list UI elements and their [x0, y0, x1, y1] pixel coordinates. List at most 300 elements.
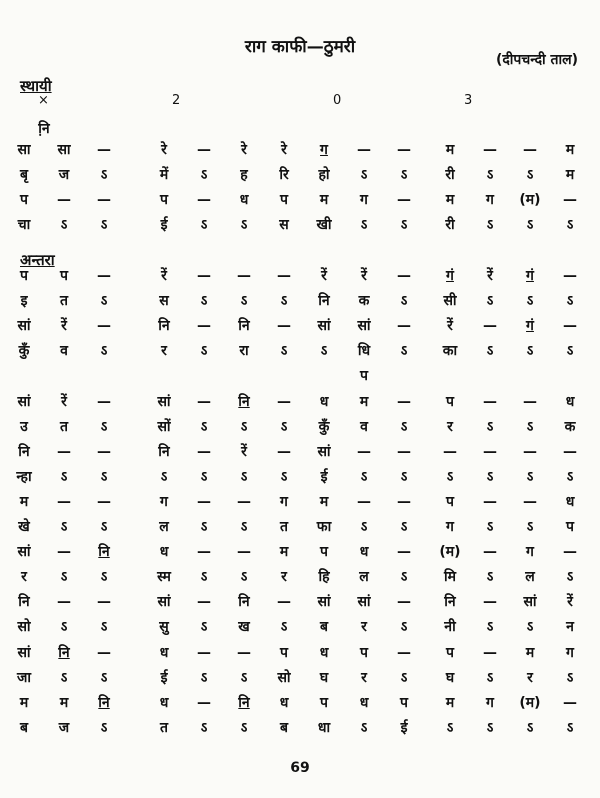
note-cell: नि: [98, 694, 110, 711]
tala-marker-sam: ×: [38, 93, 49, 108]
note-cell: प: [566, 519, 574, 535]
note-cell: ऽ: [360, 719, 368, 736]
note-cell: रि: [279, 167, 289, 183]
note-cell: ऽ: [360, 519, 368, 535]
antara-row: [0, 339, 600, 363]
note-cell: —: [197, 644, 211, 661]
note-cell: रें: [241, 443, 247, 460]
antara-row: [0, 390, 600, 414]
note-cell: ध: [239, 192, 249, 208]
note-cell: —: [197, 142, 211, 158]
note-cell: रें: [567, 594, 573, 611]
sthayi-row: [0, 138, 600, 162]
note-cell: —: [197, 443, 211, 460]
note-cell: ध: [159, 694, 169, 711]
note-cell: प: [280, 644, 288, 661]
note-cell: ध: [565, 393, 575, 410]
antara-row: [0, 264, 600, 288]
antara-row: [0, 565, 600, 589]
note-cell: नि: [444, 594, 456, 611]
note-cell: ई: [400, 719, 408, 736]
note-cell: र: [527, 669, 533, 686]
note-cell: ऽ: [280, 293, 288, 310]
note-cell: प: [320, 694, 328, 711]
note-cell: ऽ: [200, 669, 208, 686]
note-cell: नि: [158, 318, 170, 335]
note-cell: —: [197, 393, 211, 410]
note-cell: ऽ: [400, 468, 408, 485]
note-cell: ऽ: [200, 719, 208, 736]
note-cell: घ: [445, 669, 455, 686]
note-cell: ऽ: [200, 468, 208, 485]
note-cell: न: [566, 619, 574, 636]
note-cell: ऽ: [200, 343, 208, 360]
antara-row: [0, 289, 600, 313]
note-cell: सां: [357, 318, 371, 335]
note-cell: —: [57, 443, 71, 460]
note-cell: ऽ: [400, 519, 408, 535]
note-cell: ऽ: [280, 418, 288, 435]
note-cell: —: [357, 142, 371, 158]
note-cell: —: [563, 268, 577, 284]
note-cell: —: [277, 393, 291, 410]
note-cell: ऽ: [100, 519, 108, 535]
note-cell: ऽ: [400, 569, 408, 586]
note-cell: ऽ: [526, 719, 534, 736]
antara-row: [0, 490, 600, 514]
note-cell: प: [446, 644, 454, 661]
note-cell: —: [277, 594, 291, 611]
note-cell: ऽ: [400, 293, 408, 310]
note-cell: ई: [160, 669, 168, 686]
note-cell: व: [360, 418, 368, 435]
note-cell: ग: [566, 644, 574, 661]
note-cell: ऽ: [240, 669, 248, 686]
note-cell: ऽ: [400, 217, 408, 233]
antara-row: [0, 364, 600, 388]
note-cell: ऽ: [280, 343, 288, 360]
note-cell: कुँ: [18, 343, 30, 360]
note-cell: प: [360, 368, 368, 385]
note-cell: इ: [20, 293, 28, 310]
note-cell: —: [97, 393, 111, 410]
note-cell: ऽ: [240, 418, 248, 435]
note-cell: सां: [317, 443, 331, 460]
tala-marker-2: 2: [172, 93, 181, 108]
note-cell: —: [197, 694, 211, 711]
note-cell: —: [397, 443, 411, 460]
note-cell: ऽ: [100, 418, 108, 435]
note-cell: —: [523, 142, 537, 158]
section-sthayi: स्थायी: [20, 77, 52, 95]
note-cell: रा: [239, 343, 249, 360]
note-cell: —: [563, 694, 577, 711]
note-cell: ऽ: [526, 418, 534, 435]
note-cell: —: [563, 544, 577, 561]
note-cell: ऽ: [446, 719, 454, 736]
note-cell: —: [97, 443, 111, 460]
note-cell: घ: [319, 669, 329, 686]
note-cell: ऽ: [280, 619, 288, 636]
note-cell: —: [397, 644, 411, 661]
note-cell: म: [525, 644, 535, 661]
note-cell: ऽ: [240, 468, 248, 485]
note-cell: —: [483, 443, 497, 460]
note-cell: —: [197, 493, 211, 510]
note-cell: ऽ: [100, 217, 108, 233]
note-cell: —: [57, 192, 71, 208]
note-cell: त: [60, 293, 68, 310]
note-cell: —: [397, 544, 411, 561]
note-cell: —: [57, 594, 71, 611]
note-cell: स: [159, 293, 169, 310]
note-cell: —: [97, 493, 111, 510]
note-cell: ऽ: [566, 719, 574, 736]
note-cell: —: [97, 192, 111, 208]
note-cell: —: [397, 594, 411, 611]
note-cell: ऽ: [60, 468, 68, 485]
note-cell: —: [97, 142, 111, 158]
note-cell: र: [161, 343, 167, 360]
note-cell: सां: [157, 393, 171, 410]
sthayi-row: [0, 213, 600, 237]
note-cell: —: [237, 268, 251, 284]
note-cell: र: [21, 569, 27, 586]
note-cell: त: [60, 418, 68, 435]
antara-row: [0, 314, 600, 338]
antara-row: [0, 465, 600, 489]
note-cell: फा: [316, 519, 332, 535]
note-cell: —: [563, 318, 577, 335]
note-cell: सो: [17, 619, 31, 636]
note-cell: ग: [280, 493, 288, 510]
note-cell: ऽ: [566, 343, 574, 360]
antara-row: [0, 615, 600, 639]
note-cell: —: [523, 493, 537, 510]
note-cell: गं: [446, 268, 454, 284]
note-cell: ऽ: [486, 217, 494, 233]
section-antara: अन्तरा: [20, 251, 55, 269]
note-cell: रें: [447, 318, 453, 335]
note-cell: ऽ: [566, 468, 574, 485]
antara-row: [0, 691, 600, 715]
note-cell: —: [357, 443, 371, 460]
note-cell: —: [397, 393, 411, 410]
note-cell: —: [483, 393, 497, 410]
note-cell: म: [565, 142, 575, 158]
note-cell: ऽ: [446, 468, 454, 485]
note-cell: नि: [238, 318, 250, 335]
note-cell: रें: [361, 268, 367, 284]
note-cell: ज: [58, 167, 70, 183]
note-cell: धा: [317, 719, 331, 736]
note-cell: ग: [160, 493, 168, 510]
note-cell: रें: [321, 268, 327, 284]
note-cell: री: [445, 167, 455, 183]
note-cell: प: [60, 268, 68, 284]
note-cell: ऽ: [60, 519, 68, 535]
note-cell: ध: [565, 493, 575, 510]
note-cell: —: [57, 544, 71, 561]
note-cell: ऽ: [240, 217, 248, 233]
note-cell: प: [360, 644, 368, 661]
note-cell: कुँ: [318, 418, 330, 435]
note-cell: ऽ: [486, 519, 494, 535]
note-cell: ऽ: [526, 468, 534, 485]
note-cell: धि: [357, 343, 371, 360]
note-cell: म: [445, 142, 455, 158]
note-cell: —: [97, 318, 111, 335]
note-cell: ऽ: [100, 719, 108, 736]
note-cell: नी: [444, 619, 456, 636]
note-cell: म: [279, 544, 289, 561]
note-cell: नि: [18, 443, 30, 460]
note-cell: (म): [519, 694, 541, 711]
note-cell: ऽ: [100, 619, 108, 636]
note-cell: (म): [439, 544, 461, 561]
note-cell: र: [361, 619, 367, 636]
note-cell: —: [57, 493, 71, 510]
note-cell: —: [197, 192, 211, 208]
note-cell: सों: [157, 418, 171, 435]
note-cell: नि: [238, 594, 250, 611]
page-title: राग काफी—ठुमरी: [244, 37, 356, 57]
antara-row: [0, 540, 600, 564]
note-cell: सां: [523, 594, 537, 611]
note-cell: प: [280, 192, 288, 208]
note-cell: ज: [58, 719, 70, 736]
intro-note: नि़: [38, 121, 50, 137]
note-cell: ध: [159, 544, 169, 561]
note-cell: ऽ: [526, 343, 534, 360]
note-cell: ऽ: [360, 217, 368, 233]
note-cell: ऽ: [240, 293, 248, 310]
note-cell: ध: [279, 694, 289, 711]
note-cell: नि: [58, 644, 70, 661]
note-cell: ऽ: [566, 293, 574, 310]
note-cell: सा: [17, 142, 31, 158]
note-cell: ऽ: [60, 217, 68, 233]
note-cell: —: [397, 142, 411, 158]
note-cell: —: [523, 393, 537, 410]
note-cell: नि: [18, 594, 30, 611]
note-cell: त: [160, 719, 168, 736]
note-cell: म: [319, 192, 329, 208]
note-cell: ऽ: [526, 293, 534, 310]
note-cell: ग: [320, 142, 328, 158]
note-cell: रें: [487, 268, 493, 284]
note-cell: ऽ: [100, 343, 108, 360]
note-cell: न्हा: [16, 468, 32, 485]
note-cell: प: [20, 268, 28, 284]
note-cell: —: [197, 594, 211, 611]
note-cell: ऽ: [566, 569, 574, 586]
note-cell: ऽ: [486, 343, 494, 360]
note-cell: —: [397, 318, 411, 335]
note-cell: सां: [157, 594, 171, 611]
note-cell: म: [59, 694, 69, 711]
note-cell: मि: [444, 569, 456, 586]
note-cell: ऽ: [100, 167, 108, 183]
sthayi-row: [0, 188, 600, 212]
note-cell: प: [400, 694, 408, 711]
note-cell: र: [447, 418, 453, 435]
note-cell: र: [361, 669, 367, 686]
note-cell: ऽ: [486, 619, 494, 636]
note-cell: ऽ: [200, 619, 208, 636]
note-cell: प: [20, 192, 28, 208]
note-cell: ऽ: [360, 468, 368, 485]
note-cell: ऽ: [60, 619, 68, 636]
note-cell: ऽ: [360, 167, 368, 183]
note-cell: खे: [18, 519, 30, 535]
note-cell: ऽ: [486, 669, 494, 686]
note-cell: ऽ: [60, 569, 68, 586]
note-cell: ग: [526, 544, 534, 561]
note-cell: प: [446, 393, 454, 410]
note-cell: रें: [161, 268, 167, 284]
note-cell: —: [197, 318, 211, 335]
note-cell: रे: [241, 142, 247, 158]
note-cell: जा: [16, 669, 31, 686]
note-cell: सां: [317, 594, 331, 611]
note-cell: नि: [238, 393, 250, 410]
antara-row: [0, 666, 600, 690]
note-cell: —: [97, 644, 111, 661]
note-cell: गं: [526, 318, 534, 335]
note-cell: —: [97, 268, 111, 284]
note-cell: उ: [20, 418, 28, 435]
note-cell: खी: [316, 217, 332, 233]
note-cell: बृ: [20, 167, 28, 183]
note-cell: ब: [320, 619, 328, 636]
note-cell: ध: [319, 644, 329, 661]
note-cell: —: [483, 544, 497, 561]
note-cell: ऽ: [320, 343, 328, 360]
note-cell: का: [442, 343, 458, 360]
note-cell: नि: [98, 544, 110, 561]
note-cell: सां: [17, 644, 31, 661]
note-cell: ऽ: [280, 468, 288, 485]
note-cell: ऽ: [400, 669, 408, 686]
page-number: 69: [290, 760, 310, 776]
antara-row: [0, 415, 600, 439]
note-cell: ऽ: [526, 167, 534, 183]
note-cell: —: [483, 644, 497, 661]
note-cell: व: [60, 343, 68, 360]
note-cell: ध: [319, 393, 329, 410]
note-cell: —: [197, 268, 211, 284]
note-cell: ऽ: [100, 468, 108, 485]
note-cell: —: [563, 443, 577, 460]
note-cell: सां: [357, 594, 371, 611]
note-cell: ऽ: [240, 569, 248, 586]
note-cell: रे: [281, 142, 287, 158]
note-cell: ग: [486, 192, 494, 208]
note-cell: —: [237, 644, 251, 661]
note-cell: री: [445, 217, 455, 233]
note-cell: त: [280, 519, 288, 535]
note-cell: ऽ: [200, 418, 208, 435]
note-cell: ध: [159, 644, 169, 661]
note-cell: —: [483, 594, 497, 611]
antara-row: [0, 641, 600, 665]
note-cell: ऽ: [200, 217, 208, 233]
note-cell: ऽ: [240, 719, 248, 736]
taal-label: (दीपचन्दी ताल): [495, 52, 578, 68]
note-cell: —: [277, 443, 291, 460]
note-cell: नि: [318, 293, 330, 310]
note-cell: हो: [318, 167, 330, 183]
note-cell: —: [523, 443, 537, 460]
note-cell: में: [159, 167, 169, 183]
note-cell: ऽ: [400, 418, 408, 435]
note-cell: म: [445, 694, 455, 711]
note-cell: म: [19, 493, 29, 510]
note-cell: प: [160, 192, 168, 208]
note-cell: —: [237, 493, 251, 510]
note-cell: म: [565, 167, 575, 183]
note-cell: नि: [158, 443, 170, 460]
note-cell: (म): [519, 192, 541, 208]
note-cell: सु: [159, 619, 169, 636]
note-cell: ऽ: [400, 167, 408, 183]
note-cell: —: [277, 268, 291, 284]
note-cell: —: [357, 493, 371, 510]
note-cell: ऽ: [486, 293, 494, 310]
note-cell: ग: [486, 694, 494, 711]
note-cell: —: [563, 192, 577, 208]
note-cell: ई: [160, 217, 168, 233]
note-cell: ऽ: [526, 217, 534, 233]
note-cell: ऽ: [526, 619, 534, 636]
note-cell: स्म: [157, 569, 171, 586]
note-cell: प: [320, 544, 328, 561]
note-cell: —: [483, 318, 497, 335]
note-cell: ह: [240, 167, 248, 183]
note-cell: क: [564, 418, 576, 435]
note-cell: ब: [280, 719, 288, 736]
note-cell: सां: [17, 544, 31, 561]
note-cell: —: [397, 493, 411, 510]
antara-row: [0, 515, 600, 539]
antara-row: [0, 590, 600, 614]
note-cell: ऽ: [200, 293, 208, 310]
tala-marker-3: 3: [464, 93, 473, 108]
antara-row: [0, 440, 600, 464]
note-cell: ब: [20, 719, 28, 736]
note-cell: चा: [17, 217, 31, 233]
note-cell: ऽ: [100, 669, 108, 686]
note-cell: हि: [318, 569, 330, 586]
note-cell: ल: [359, 569, 369, 586]
note-cell: —: [97, 594, 111, 611]
sthayi-row: [0, 163, 600, 187]
note-cell: ध: [359, 544, 369, 561]
note-cell: ऽ: [566, 669, 574, 686]
note-cell: ऽ: [200, 519, 208, 535]
note-cell: —: [397, 192, 411, 208]
note-cell: ग: [446, 519, 454, 535]
note-cell: ई: [320, 468, 328, 485]
note-cell: —: [483, 142, 497, 158]
note-cell: ल: [525, 569, 535, 586]
note-cell: ऽ: [566, 217, 574, 233]
note-cell: सां: [17, 393, 31, 410]
note-cell: रें: [61, 393, 67, 410]
note-cell: ऽ: [486, 468, 494, 485]
note-cell: र: [281, 569, 287, 586]
